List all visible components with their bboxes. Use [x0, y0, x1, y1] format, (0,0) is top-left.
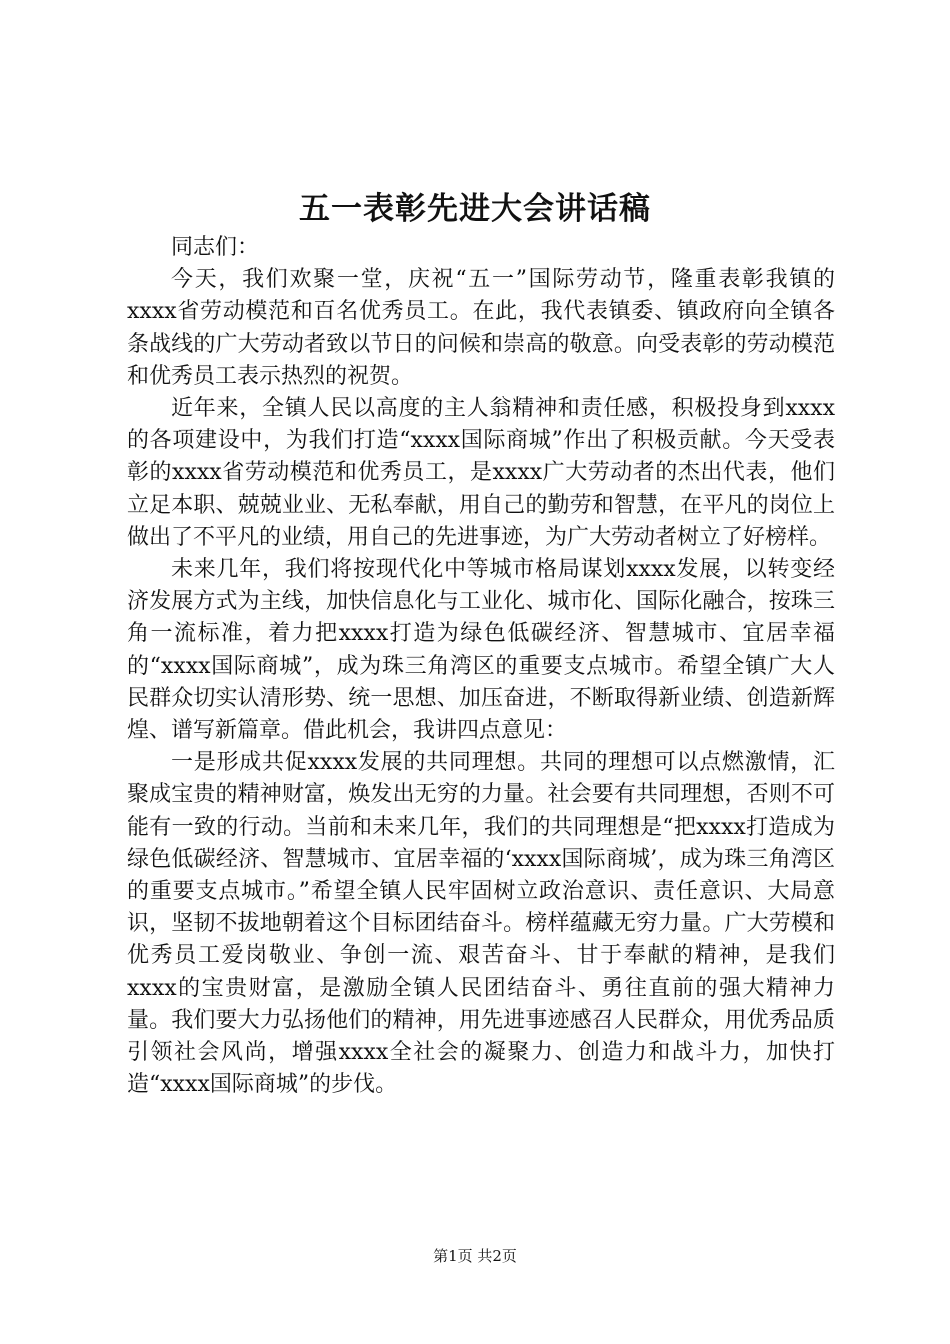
paragraph: 未来几年，我们将按现代化中等城市格局谋划xxxx发展，以转变经济发展方式为主线，加快信息化与工业化、城市化、国际化融合，按珠三角一流标准，着力把xxxx打造为绿色低碳经济、智慧城市、宜居幸福的“xxxx国际商城”，成为珠三角湾区的重要支点城市。希望全镇广大人民群众切实认清形势、统一思想、加压奋进，不断取得新业绩、创造新辉煌、谱写新篇章。借此机会，我讲四点意见： — [127, 557, 835, 744]
document-body — [127, 232, 835, 1101]
paragraph: 近年来，全镇人民以高度的主人翁精神和责任感，积极投身到xxxx的各项建设中，为我们打造“xxxx国际商城”作出了积极贡献。今天受表彰的xxxx省劳动模范和优秀员工，是xxxx广大劳动者的杰出代表，他们立足本职、兢兢业业、无私奉献，用自己的勤劳和智慧，在平凡的岗位上做出了不平凡的业绩，用自己的先进事迹，为广大劳动者树立了好榜样。 — [127, 396, 835, 550]
paragraph: 一是形成共促xxxx发展的共同理想。共同的理想可以点燃激情，汇聚成宝贵的精神财富，焕发出无穷的力量。社会要有共同理想，否则不可能有一致的行动。当前和未来几年，我们的共同理想是“把xxxx打造成为绿色低碳经济、智慧城市、宜居幸福的‘xxxx国际商城’，成为珠三角湾区的重要支点城市。”希望全镇人民牢固树立政治意识、责任意识、大局意识，坚韧不拔地朝着这个目标团结奋斗。榜样蕴藏无穷力量。广大劳模和优秀员工爱岗敬业、争创一流、艰苦奋斗、甘于奉献的精神，是我们xxxx的宝贵财富，是激励全镇人民团结奋斗、勇往直前的强大精神力量。我们要大力弘扬他们的精神，用先进事迹感召人民群众，用优秀品质引领社会风尚，增强xxxx全社会的凝聚力、创造力和战斗力，加快打造“xxxx国际商城”的步伐。 — [127, 750, 835, 1098]
document-title: 五一表彰先进大会讲话稿 — [299, 191, 651, 227]
paragraph: 今天，我们欢聚一堂，庆祝“五一”国际劳动节，隆重表彰我镇的xxxx省劳动模范和百名优秀员工。在此，我代表镇委、镇政府向全镇各条战线的广大劳动者致以节日的问候和崇高的敬意。向受表彰的劳动模范和优秀员工表示热烈的祝贺。 — [127, 267, 835, 389]
greeting: 同志们： — [171, 235, 260, 260]
page-number-footer: 第1页 共2页 — [433, 1247, 517, 1265]
